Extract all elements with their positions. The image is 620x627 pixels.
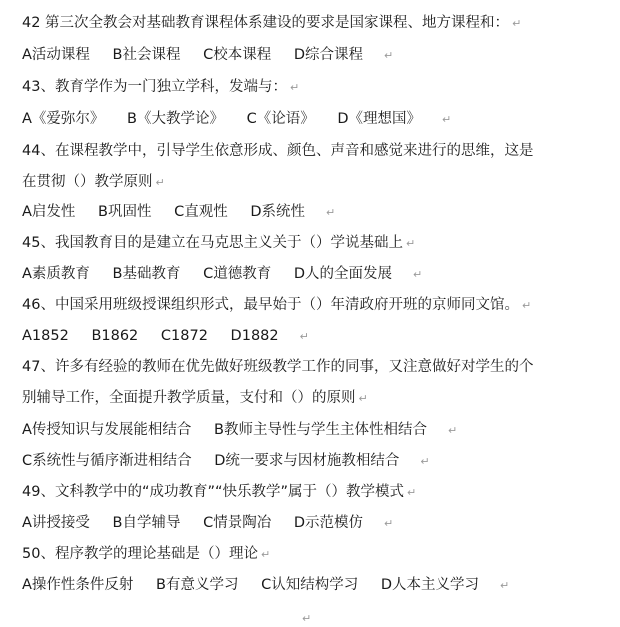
option-a: A传授知识与发展能相结合 [22, 422, 192, 438]
question-42-text: 42 第三次全教会对基础教育课程体系建设的要求是国家课程、地方课程和： ↵ [22, 15, 522, 31]
question-43-options [22, 108, 606, 130]
option-b: B巩固性 [98, 204, 152, 220]
option-d: D1882 [230, 328, 279, 344]
option-d: D示范模仿 [293, 515, 363, 531]
paragraph-mark-icon: ↵ [442, 113, 452, 126]
option-b: B自学辅导 [112, 515, 181, 531]
option-c: C系统性与循序渐进相结合 [22, 453, 192, 469]
paragraph-mark-icon: ↵ [299, 330, 309, 343]
option-c: C校本课程 [203, 47, 272, 63]
option-a: A活动课程 [22, 47, 90, 63]
option-b: B有意义学习 [156, 577, 239, 593]
option-d: D《理想国》 [337, 111, 421, 127]
option-d: D统一要求与因材施教相结合 [214, 453, 400, 469]
paragraph-mark-icon: ↵ [260, 548, 271, 561]
option-a: A《爱弥尔》 [22, 111, 105, 127]
question-44-text-line-2: 在贯彻（）教学原则 ↵ [22, 174, 165, 190]
option-b: B基础教育 [112, 266, 181, 282]
paragraph-mark-icon: ↵ [500, 579, 510, 592]
question-50-options [22, 574, 606, 596]
option-c: C认知结构学习 [261, 577, 359, 593]
option-a: A讲授接受 [22, 515, 90, 531]
paragraph-mark-icon: ↵ [512, 17, 522, 30]
paragraph-mark-icon: ↵ [384, 517, 394, 530]
option-c: C直观性 [174, 204, 228, 220]
option-c: C道德教育 [203, 266, 272, 282]
option-d: D人本主义学习 [380, 577, 479, 593]
paragraph-mark-icon: ↵ [384, 49, 394, 62]
option-a: A素质教育 [22, 266, 90, 282]
paragraph-mark-icon: ↵ [420, 455, 430, 468]
paragraph-mark-icon: ↵ [289, 81, 300, 94]
question-47-options-cd [22, 450, 606, 472]
question-49-options [22, 512, 606, 534]
option-c: C情景陶冶 [203, 515, 272, 531]
option-d: D综合课程 [293, 47, 363, 63]
option-b: B《大教学论》 [127, 111, 224, 127]
question-47-text-line-1: 47、许多有经验的教师在优先做好班级教学工作的同事，又注意做好对学生的个 [22, 359, 534, 375]
question-45-options [22, 263, 606, 285]
paragraph-mark-icon: ↵ [358, 392, 368, 405]
paragraph-mark-icon: ↵ [521, 299, 532, 312]
option-c: C《论语》 [246, 111, 315, 127]
option-d: D系统性 [250, 204, 305, 220]
question-50-text: 50、程序教学的理论基础是（）理论 ↵ [22, 546, 271, 562]
question-42-options [22, 44, 606, 66]
option-b: B1862 [91, 328, 139, 344]
option-a: A启发性 [22, 204, 76, 220]
option-b: B社会课程 [112, 47, 181, 63]
option-a: A操作性条件反射 [22, 577, 134, 593]
paragraph-mark-icon: ↵ [413, 268, 423, 281]
paragraph-mark-icon: ↵ [326, 206, 336, 219]
paragraph-mark-icon: ↵ [302, 612, 312, 625]
question-47-options-ab [22, 419, 606, 441]
question-49-text: 49、文科教学中的“成功教育”“快乐教学”属于（）教学模式 ↵ [22, 484, 417, 500]
paragraph-mark-icon: ↵ [407, 486, 417, 499]
question-44-options [22, 201, 606, 223]
question-45-text: 45、我国教育目的是建立在马克思主义关于（）学说基础上 ↵ [22, 235, 416, 251]
paragraph-mark-icon: ↵ [447, 424, 458, 437]
option-a: A1852 [22, 328, 69, 344]
question-47-text-line-2: 别辅导工作，全面提升教学质量，支付和（）的原则 ↵ [22, 390, 368, 406]
question-46-text: 46、中国采用班级授课组织形式，最早始于（）年清政府开班的京师同文馆。 ↵ [22, 297, 532, 313]
option-b: B教师主导性与学生主体性相结合 [214, 422, 427, 438]
question-44-text-line-1: 44、在课程教学中，引导学生依意形成、颜色、声音和感觉来进行的思维，这是 [22, 143, 534, 159]
option-c: C1872 [160, 328, 208, 344]
question-46-options [22, 325, 606, 347]
paragraph-mark-icon: ↵ [155, 176, 165, 189]
option-d: D人的全面发展 [293, 266, 392, 282]
paragraph-mark-icon: ↵ [405, 237, 416, 250]
question-43-text: 43、教育学作为一门独立学科，发端与： ↵ [22, 79, 300, 95]
